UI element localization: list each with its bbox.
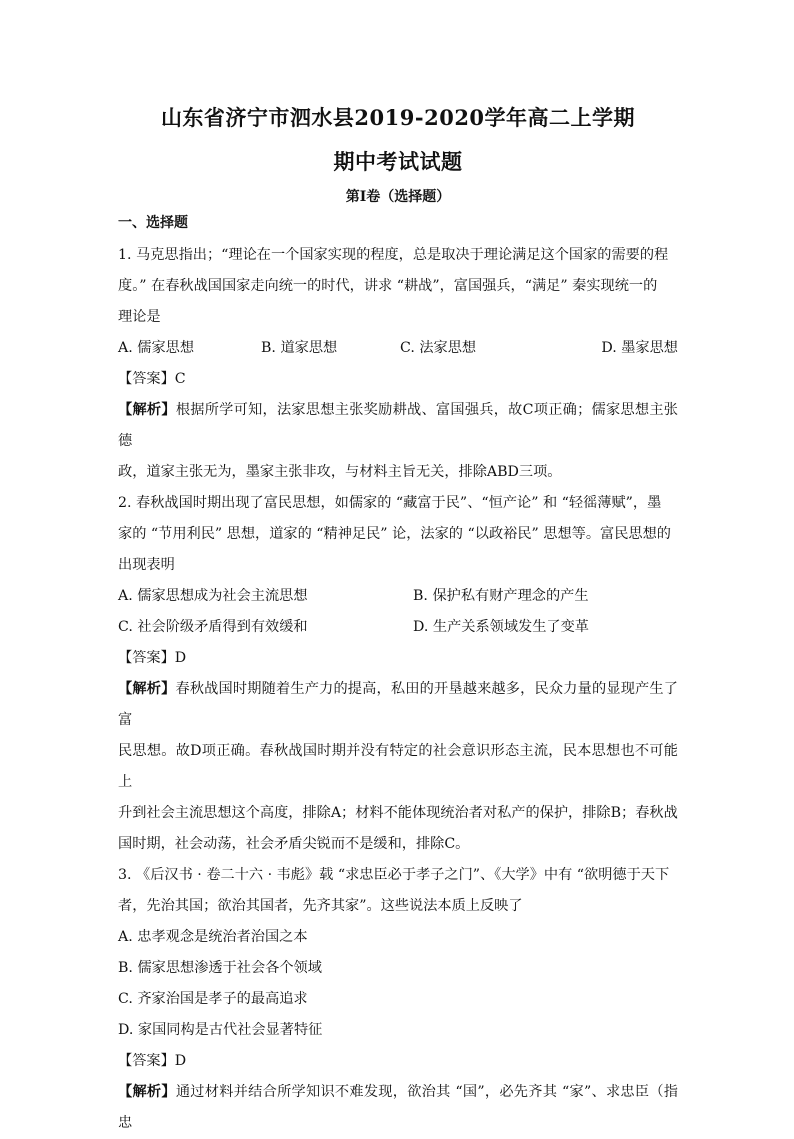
question-2-option-c: C. 社会阶级矛盾得到有效缓和 [118,619,308,635]
question-2-options-row1 [118,581,678,612]
answer-value: C [174,371,186,387]
volume-subtitle: 第Ⅰ卷（选择题） [345,189,451,205]
question-2-option-b: B. 保护私有财产理念的产生 [413,588,589,604]
answer-label: 【答案】 [118,1053,175,1069]
answer-value: D [174,650,187,666]
answer-label: 【答案】 [118,650,175,666]
question-3-option-a: A. 忠孝观念是统治者治国之本 [118,929,308,945]
question-3 [118,860,678,1139]
question-1-text-line1: 1. 马克思指出；“理论在一个国家实现的程度，总是取决于理论满足这个国家的需要的程 [118,247,669,263]
analysis-text: 根据所学可知，法家思想主张奖励耕战、富国强兵，故C项正确；儒家思想主张德 [118,402,678,449]
question-1-options [118,333,678,364]
section-heading-choice: 一、选择题 [118,215,188,231]
question-2-answer [118,643,678,674]
document-title-line2: 期中考试试题 [333,149,463,174]
question-2-text-line1: 2. 春秋战国时期出现了富民思想，如儒家的 “藏富于民”、“恒产论” 和 “轻徭薄赋”，墨 [118,495,662,511]
question-2-analysis-line3: 升到社会主流思想这个高度，排除A；材料不能体现统治者对私产的保护，排除B；春秋战 [118,805,678,821]
analysis-label: 【解析】 [118,402,176,418]
question-1-analysis-line1 [118,395,678,457]
question-2 [118,488,678,860]
question-1-option-c: C. 法家思想 [400,340,477,356]
question-3-text-line1: 3. 《后汉书 · 卷二十六 · 韦彪》载 “求忠臣必于孝子之门”、《大学》中有 “欲明德于天下 [118,867,670,883]
question-3-text-line2: 者，先治其国；欲治其国者，先齐其家”。这些说法本质上反映了 [118,898,523,914]
question-2-text-line3: 出现表明 [118,557,175,573]
analysis-label: 【解析】 [118,681,176,697]
question-1-text-line3: 理论是 [118,309,161,325]
question-1-analysis-line2: 政，道家主张无为，墨家主张非攻，与材料主旨无关，排除ABD三项。 [118,464,562,480]
question-2-option-d: D. 生产关系领域发生了变革 [413,619,589,635]
question-2-analysis-line1 [118,674,678,736]
question-1-option-a: A. 儒家思想 [118,340,195,356]
question-3-option-b: B. 儒家思想渗透于社会各个领域 [118,960,322,976]
answer-label: 【答案】 [118,371,175,387]
question-1-option-b: B. 道家思想 [261,340,338,356]
question-2-text-line2: 家的 “节用利民” 思想，道家的 “精神足民” 论，法家的 “以政裕民” 思想等。富民思想的 [118,526,671,542]
document-content [118,100,678,1139]
question-1-option-d: D. 墨家思想 [601,340,678,356]
question-1 [118,240,678,488]
question-3-answer [118,1046,678,1077]
question-1-answer [118,364,678,395]
question-2-options-row2 [118,612,678,643]
question-3-analysis-line1 [118,1077,678,1139]
question-3-option-d: D. 家国同构是古代社会显著特征 [118,1022,323,1038]
document-title-line1: 山东省济宁市泗水县2019-2020学年高二上学期 [160,105,636,130]
question-1-text-line2: 度。” 在春秋战国国家走向统一的时代，讲求 “耕战”，富国强兵，“满足” 秦实现统一的 [118,278,658,294]
question-2-analysis-line2: 民思想。故D项正确。春秋战国时期并没有特定的社会意识形态主流，民本思想也不可能上 [118,743,678,790]
question-2-analysis-line4: 国时期，社会动荡，社会矛盾尖锐而不是缓和，排除C。 [118,836,470,852]
analysis-label: 【解析】 [118,1084,176,1100]
question-3-option-c: C. 齐家治国是孝子的最高追求 [118,991,308,1007]
question-2-option-a: A. 儒家思想成为社会主流思想 [118,588,308,604]
answer-value: D [174,1053,187,1069]
analysis-text: 春秋战国时期随着生产力的提高，私田的开垦越来越多，民众力量的显现产生了富 [118,681,678,728]
analysis-text: 通过材料并结合所学知识不难发现，欲治其 “国”，必先齐其 “家”、求忠臣（指忠 [118,1084,678,1131]
